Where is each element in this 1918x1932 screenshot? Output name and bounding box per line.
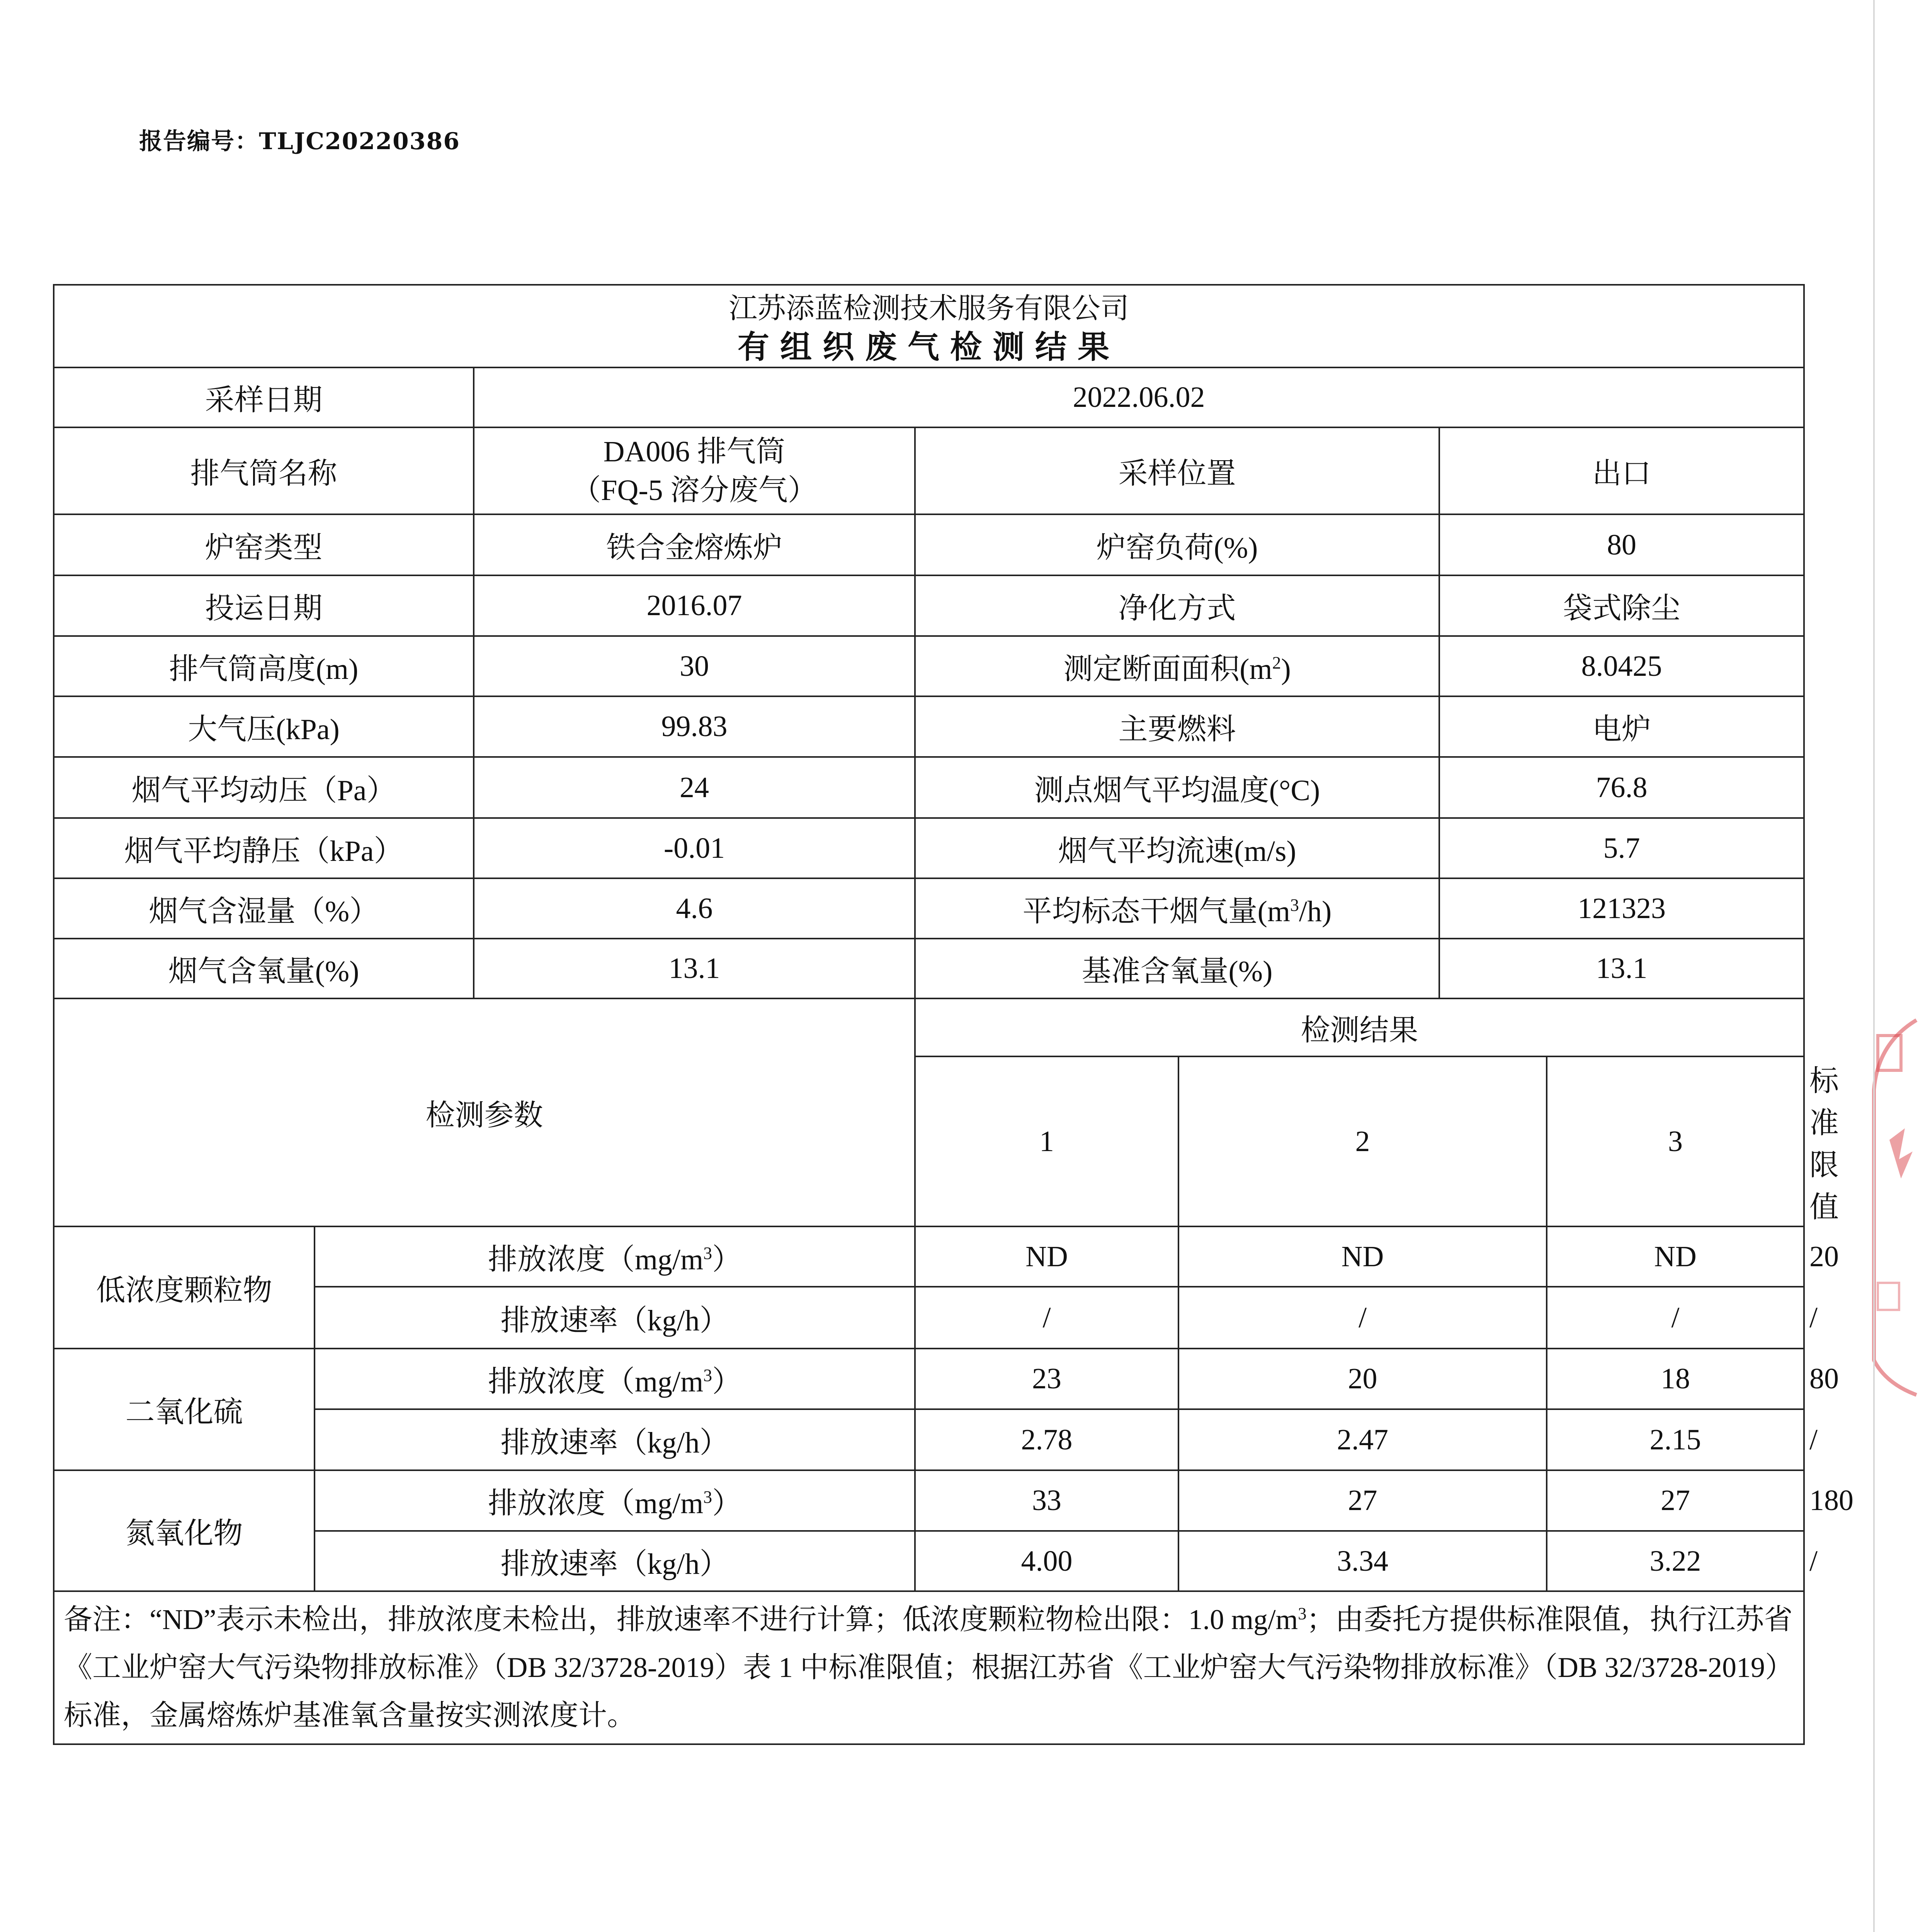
- page-edge-line: [1873, 0, 1875, 1932]
- atm-pressure-label: 大气压(kPa): [54, 696, 474, 757]
- stack-name-line1: DA006 排气筒: [603, 435, 786, 468]
- stack-height-label: 排气筒高度(m): [54, 636, 474, 696]
- stack-height-value: 30: [474, 636, 915, 696]
- kiln-type-label: 炉窑类型: [54, 514, 474, 575]
- purification-label: 净化方式: [915, 575, 1439, 636]
- nox-conc-2: 27: [1178, 1470, 1547, 1531]
- particulate-rate-3: /: [1547, 1287, 1804, 1349]
- red-seal-stamp: [1862, 1012, 1918, 1399]
- flow-speed-label: 烟气平均流速(m/s): [915, 818, 1439, 878]
- report-number: 报告编号：TLJC20220386: [139, 128, 460, 155]
- pollutant-nox: 氮氧化物: [54, 1470, 315, 1591]
- oxygen-label: 烟气含氧量(%): [54, 939, 474, 998]
- operation-date-label: 投运日期: [54, 575, 474, 636]
- static-pressure-label: 烟气平均静压（kPa）: [54, 818, 474, 878]
- kiln-load-value: 80: [1439, 514, 1804, 575]
- stack-name-line2: （FQ-5 溶分废气）: [571, 474, 817, 507]
- result-col-1: 1: [915, 1056, 1178, 1226]
- kiln-type-value: 铁合金熔炼炉: [474, 514, 915, 575]
- moisture-value: 4.6: [474, 878, 915, 939]
- main-fuel-label: 主要燃料: [915, 696, 1439, 757]
- result-header: 检测结果: [915, 998, 1804, 1056]
- nox-rate-1: 4.00: [915, 1531, 1178, 1591]
- section-area-label: 测定断面面积$(m^2)$: [915, 636, 1439, 696]
- particulate-conc-3: ND: [1547, 1226, 1804, 1287]
- conc-label: 排放浓度$(mg/m^3)$: [315, 1470, 915, 1531]
- so2-rate-3: 2.15: [1547, 1409, 1804, 1470]
- so2-rate-1: 2.78: [915, 1409, 1178, 1470]
- so2-conc-2: 20: [1178, 1349, 1547, 1409]
- sampling-location-label: 采样位置: [915, 427, 1439, 514]
- main-fuel-value: 电炉: [1439, 696, 1804, 757]
- static-pressure-value: -0.01: [474, 818, 915, 878]
- stack-name-value: [474, 427, 915, 514]
- oxygen-value: 13.1: [474, 939, 915, 998]
- rate-label: 排放速率（kg/h）: [315, 1287, 915, 1349]
- nox-conc-1: 33: [915, 1470, 1178, 1531]
- avg-temperature-label: 测点烟气平均温度(°C): [915, 757, 1439, 818]
- nox-rate-3: 3.22: [1547, 1531, 1804, 1591]
- flow-speed-value: 5.7: [1439, 818, 1804, 878]
- rate-label: 排放速率（kg/h）: [315, 1531, 915, 1591]
- sampling-location-value: 出口: [1439, 427, 1804, 514]
- dry-flow-label: 平均标态干烟气量$(m^3/h)$: [915, 878, 1439, 939]
- result-col-3: 3: [1547, 1056, 1804, 1226]
- avg-temperature-value: 76.8: [1439, 757, 1804, 818]
- parameter-header: 检测参数: [54, 998, 915, 1226]
- so2-conc-1: 23: [915, 1349, 1178, 1409]
- conc-label: 排放浓度$(mg/m^3)$: [315, 1349, 915, 1409]
- exhaust-gas-results-table: 江苏添蓝检测技术服务有限公司 有组织废气检测结果 采样日期 2022.06.02 排气筒名称 DA006 排气筒 （FQ-5 溶分废气） 采样位置 出口 炉窑类型 铁合金熔炼炉 炉窑负荷(%) 80 投运日期 2016.07 净化方式 袋式除尘 排气筒高度(m) 30 测定断面面积$(m^2)$ 8.0425 大气压(kPa) 99.83 主要燃料 电炉 烟气平均动压（Pa） 24 测点烟气平均温度(°C) 76.8 烟气平均静压（kPa） -0.01 烟气平均流速(m/s) 5.7 烟气含湿量（%） 4.6 平均标态干烟气量$(m^3/h)$ 121323 烟气含氧量(%) 13.1 基准含氧量(%) 13.1 检测参数 检测结果 1 2 3 标准限值 低浓度颗粒物 排放浓度$(mg/m^3)$ ND ND ND 20 排放速率（kg/h） / / / / 二氧化硫 排放浓度$(mg/m^3)$ 23 20 18 80 排放速率（kg/h） 2.78 2.47 2.15 / 氮氧化物 排放浓度$(mg/m^3)$ 33 27 27 180 排放速率（kg/h） 4.00 3.34 3.22 / 备注：“ND”表示未检出，排放浓度未检出，排放速率不进行计算；低浓度颗粒物检出限：1.0 $mg/m^3$；由委托方提供标准限值，执行江苏省《工业炉窑大气污染物排放标准》（DB 32/3728-2019）表 1 中标准限值；根据江苏省《工业炉窑大气污染物排放标准》（DB 32/3728-2019）标准，金属熔炼炉基准氧含量按实测浓度计。: [53, 284, 1805, 1745]
- moisture-label: 烟气含湿量（%）: [54, 878, 474, 939]
- pollutant-particulate: 低浓度颗粒物: [54, 1226, 315, 1349]
- particulate-rate-1: /: [915, 1287, 1178, 1349]
- so2-conc-3: 18: [1547, 1349, 1804, 1409]
- remarks-note: 备注：“ND”表示未检出，排放浓度未检出，排放速率不进行计算；低浓度颗粒物检出限：1.0 $mg/m^3$；由委托方提供标准限值，执行江苏省《工业炉窑大气污染物排放标准》（DB 32/3728-2019）表 1 中标准限值；根据江苏省《工业炉窑大气污染物排放标准》（DB 32/3728-2019）标准，金属熔炼炉基准氧含量按实测浓度计。: [54, 1591, 1804, 1744]
- result-col-2: 2: [1178, 1056, 1547, 1226]
- particulate-rate-2: /: [1178, 1287, 1547, 1349]
- kiln-load-label: 炉窑负荷(%): [915, 514, 1439, 575]
- atm-pressure-value: 99.83: [474, 696, 915, 757]
- nox-rate-2: 3.34: [1178, 1531, 1547, 1591]
- dry-flow-value: 121323: [1439, 878, 1804, 939]
- dynamic-pressure-value: 24: [474, 757, 915, 818]
- table-title: 有组织废气检测结果: [54, 328, 1804, 367]
- dynamic-pressure-label: 烟气平均动压（Pa）: [54, 757, 474, 818]
- section-area-value: 8.0425: [1439, 636, 1804, 696]
- particulate-conc-1: ND: [915, 1226, 1178, 1287]
- conc-label: 排放浓度$(mg/m^3)$: [315, 1226, 915, 1287]
- stack-name-label: 排气筒名称: [54, 427, 474, 514]
- pollutant-so2: 二氧化硫: [54, 1349, 315, 1470]
- company-name: 江苏添蓝检测技术服务有限公司: [54, 285, 1804, 328]
- particulate-conc-2: ND: [1178, 1226, 1547, 1287]
- sampling-date-value: 2022.06.02: [474, 367, 1804, 427]
- purification-value: 袋式除尘: [1439, 575, 1804, 636]
- nox-conc-3: 27: [1547, 1470, 1804, 1531]
- so2-rate-2: 2.47: [1178, 1409, 1547, 1470]
- sampling-date-label: 采样日期: [54, 367, 474, 427]
- rate-label: 排放速率（kg/h）: [315, 1409, 915, 1470]
- base-oxygen-label: 基准含氧量(%): [915, 939, 1439, 998]
- operation-date-value: 2016.07: [474, 575, 915, 636]
- base-oxygen-value: 13.1: [1439, 939, 1804, 998]
